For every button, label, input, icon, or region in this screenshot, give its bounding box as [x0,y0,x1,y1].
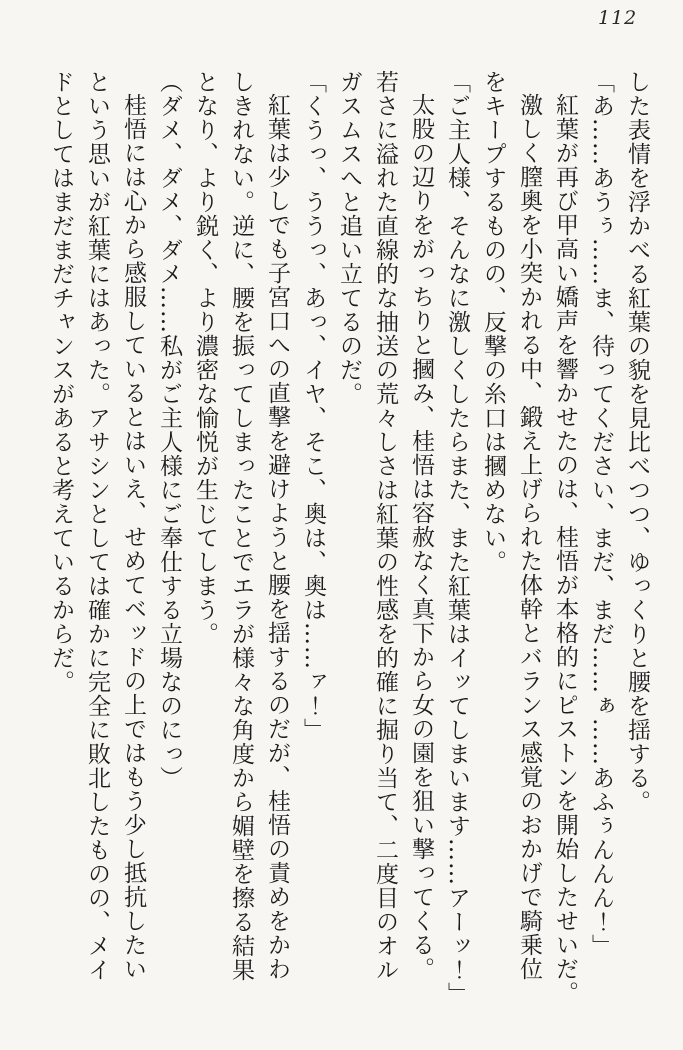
text-column: 若さに溢れた直線的な抽送の荒々しさは紅葉の性感を的確に掘り当て、二度目のオル [372,70,398,982]
text-column: 「あ……あうぅ……ま、待ってください、まだ、まだ……ぁ……あふぅんんん！」 [588,70,614,958]
page-number: 112 [598,7,638,29]
text-column: 紅葉が再び甲高い嬌声を響かせたのは、桂悟が本格的にピストンを開始したせいだ。 [552,93,578,1005]
text-column: 「ご主人様、そんなに激しくしたらまた、また紅葉はイッてしまいます……アーッ！」 [444,70,470,1006]
text-column: をキープするものの、反撃の糸口は摑めない。 [480,70,506,574]
text-column: ドとしてはまだまだチャンスがあると考えているからだ。 [48,70,74,694]
text-column: 桂悟には心から感服しているとはいえ、せめてベッドの上ではもう少し抵抗したい [120,93,146,981]
text-column: 「くうっ、ううっ、あっ、イヤ、そこ、奥は、奥は……ァ！」 [300,70,326,742]
text-column: 激しく膣奥を小突かれる中、鍛え上げられた体幹とバランス感覚のおかげで騎乗位 [516,93,542,981]
text-column: という思いが紅葉にはあった。アサシンとしては確かに完全に敗北したものの、メイ [84,70,110,982]
text-column: 太股の辺りをがっちりと摑み、桂悟は容赦なく真下から女の園を狙い撃ってくる。 [408,93,434,981]
text-column: 紅葉は少しでも子宮口への直撃を避けようと腰を揺するのだが、桂悟の責めをかわ [264,93,290,981]
text-column: となり、より鋭く、より濃密な愉悦が生じてしまう。 [192,70,218,646]
text-column: ガスムスへと追い立てるのだ。 [336,70,362,406]
text-column: しきれない。逆に、腰を振ってしまったことでエラが様々な角度から媚壁を擦る結果 [228,70,254,982]
vertical-text-block [43,70,655,1018]
text-column: した表情を浮かべる紅葉の貌を見比べつつ、ゆっくりと腰を揺する。 [624,70,650,814]
text-column: （ダメ、ダメ、ダメ……私がご主人様にご奉仕する立場なのにっ） [156,70,182,790]
